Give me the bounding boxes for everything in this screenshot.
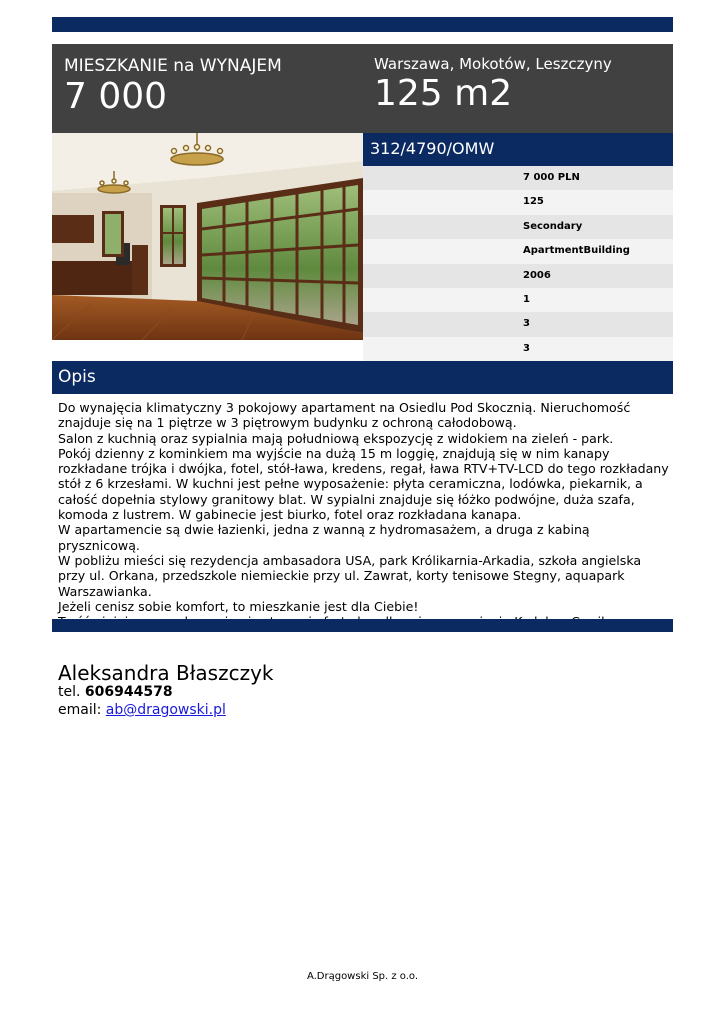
footer-company: A.Drągowski Sp. z o.o. [306, 971, 419, 982]
agent-phone-number: 606944578 [84, 684, 173, 700]
description-paragraph: Salon z kuchnią oraz sypialnia mają południową ekspozycję z widokiem na zieleń - park. [58, 430, 614, 446]
bottom-accent-bar [52, 619, 673, 632]
description-text [58, 400, 670, 629]
details-row-building-type [363, 239, 673, 263]
description-paragraph: W apartamencie są dwie łazienki, jedna z wanną z hydromasażem, a druga z kabiną prysznicową. [58, 522, 590, 553]
listing-price: 7 000 [64, 76, 168, 117]
description-heading-bar [52, 361, 673, 394]
listing-area: 125 m2 [374, 73, 513, 114]
listing-location: Warszawa, Mokotów, Leszczyny [374, 55, 612, 73]
details-value: 2006 [523, 269, 551, 281]
description-paragraph: W pobliżu mieści się rezydencja ambasadora USA, park Królikarnia-Arkadia, szkoła angielska przy ul. Orkana, przedszkole niemieckie przy ul. Zawrat, korty tenisowe Stegny, aquapark Warszawianka. [58, 552, 642, 599]
reference-number: 312/4790/OMW [370, 139, 495, 158]
agent-phone-label: tel. [58, 684, 81, 700]
description-paragraph: Pokój dzienny z kominkiem ma wyjście na dużą 15 m loggię, znajdują się w nim kanapy rozkładane trójka i dwójka, fotel, stół-ława, kredens, regał, ława RTV+TV-LCD do tego rozkładany stół z 6 krzesłami. W kuchni jest pełne wyposażenie: płyta ceramiczna, lodówka, piekarnik, a całość dopełnia stylowy granitowy blat. W sypialni znajduje się łóżko podwójne, duża szafa, komoda z lustrem. W gabinecie jest biurko, fotel oraz rozkładana kanapa. [58, 445, 669, 523]
reference-number-bar [363, 133, 673, 166]
agent-email-link[interactable]: ab@dragowski.pl [105, 702, 226, 718]
details-row-floor [363, 288, 673, 312]
apartment-photo [52, 133, 363, 340]
details-value: 3 [523, 342, 530, 354]
top-accent-bar [52, 17, 673, 32]
agent-email [58, 702, 226, 718]
details-row-year [363, 264, 673, 288]
agent-email-label: email: [58, 702, 102, 718]
details-row-rooms [363, 337, 673, 361]
details-table [363, 166, 673, 361]
details-value: 1 [523, 293, 530, 305]
details-row-price [363, 166, 673, 190]
details-value: 125 [523, 196, 544, 208]
details-row-market [363, 215, 673, 239]
listing-header [52, 44, 673, 133]
agent-name: Aleksandra Błaszczyk [58, 661, 274, 685]
listing-type: MIESZKANIE na WYNAJEM [64, 56, 282, 76]
description-paragraph: Jeżeli cenisz sobie komfort, to mieszkanie jest dla Ciebie! [58, 598, 419, 614]
details-row-area [363, 190, 673, 214]
details-row-floors [363, 312, 673, 336]
agent-phone [58, 684, 173, 700]
description-paragraph: Do wynajęcia klimatyczny 3 pokojowy apartament na Osiedlu Pod Skocznią. Nieruchomość znajduje się na 1 piętrze w 3 piętrowym budynku z ochroną całodobową. [58, 400, 631, 431]
details-value: Secondary [523, 220, 583, 232]
details-value: 3 [523, 318, 530, 330]
details-value: 7 000 PLN [523, 172, 580, 183]
details-value: ApartmentBuilding [523, 245, 630, 257]
description-heading: Opis [58, 367, 96, 387]
